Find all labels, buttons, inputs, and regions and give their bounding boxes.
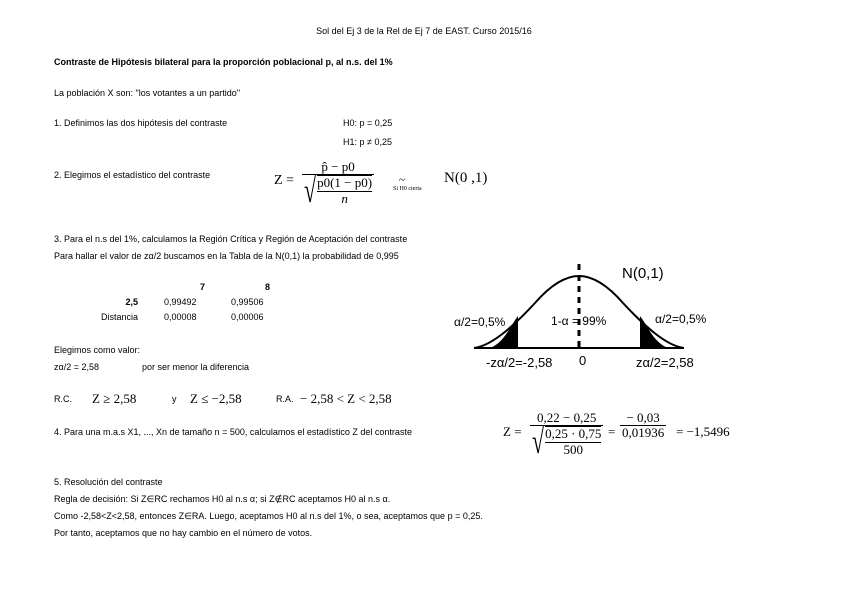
- calc-numerator-2: − 0,03: [626, 410, 660, 425]
- h1-hypothesis: H1: p ≠ 0,25: [343, 137, 392, 147]
- statistic-fraction: [302, 159, 374, 210]
- tilde-symbol: ~: [399, 174, 405, 186]
- equals-sign: =: [608, 424, 616, 439]
- z-calc-fraction-1: [530, 410, 603, 461]
- sqrt-denominator: n: [317, 191, 372, 206]
- rc-label: R.C.: [54, 394, 72, 404]
- choose-text: Elegimos como valor:: [54, 345, 141, 355]
- conclusion-text: Por tanto, aceptamos que no hay cambio en el número de votos.: [54, 528, 313, 538]
- table-col-7: 7: [199, 282, 205, 292]
- table-value-8: 0,99506: [231, 297, 264, 307]
- document-title: Contraste de Hipótesis bilateral para la proporción poblacional p, al n.s. del 1%: [54, 57, 393, 67]
- sqrt-top-2: 0,25 · 0,75: [545, 426, 602, 442]
- step3-label: 3. Para el n.s del 1%, calculamos la Región Crítica y Región de Aceptación del contraste: [54, 234, 408, 244]
- sqrt-icon: √: [304, 169, 317, 210]
- right-tail-label: α/2=0,5%: [655, 312, 707, 326]
- sqrt-content: [317, 175, 372, 206]
- z-critical-value: zα/2 = 2,58: [54, 362, 99, 372]
- step5-label: 5. Resolución del contraste: [54, 477, 163, 487]
- rc-condition-1: Z ≥ 2,58: [92, 391, 137, 406]
- sqrt-icon: √: [532, 420, 545, 461]
- distance-8: 0,00006: [231, 312, 264, 322]
- left-tail-label: α/2=0,5%: [454, 315, 506, 329]
- calc-numerator-1: 0,22 − 0,25: [537, 410, 597, 425]
- distance-7: 0,00008: [164, 312, 197, 322]
- choose-reason: por ser menor la diferencia: [142, 362, 250, 372]
- right-critical-label: zα/2=2,58: [636, 355, 694, 370]
- h0-hypothesis: H0: p = 0,25: [343, 118, 393, 128]
- step2-label: 2. Elegimos el estadístico del contraste: [54, 170, 211, 180]
- since-text: Como -2,58<Z<2,58, entonces Z∈RA. Luego, aceptamos H0 al n.s del 1%, o sea, aceptamos que p = 0,25.: [54, 511, 483, 521]
- z-equals: Z =: [503, 424, 522, 439]
- ra-condition: − 2,58 < Z < 2,58: [300, 391, 392, 406]
- decision-rule: Regla de decisión: Si Z∈RC rechamos H0 al n.s α; si Z∉RC aceptamos H0 al n.s α.: [54, 494, 391, 504]
- table-search-text: Para hallar el valor de zα/2 buscamos en la Tabla de la N(0,1) la probabilidad de 0,995: [54, 251, 399, 261]
- sqrt-bottom-2: 500: [545, 442, 601, 457]
- table-row-label: 2,5: [125, 297, 138, 307]
- statistic-denominator: [302, 169, 374, 210]
- sqrt-numerator: p0(1 − p0): [317, 175, 373, 191]
- page-header: Sol del Ej 3 de la Rel de Ej 7 de EAST. Curso 2015/16: [316, 26, 532, 36]
- distance-label: Distancia: [100, 312, 138, 322]
- zero-label: 0: [579, 353, 587, 368]
- calc-denominator-2: 0,01936: [622, 425, 665, 441]
- z-result: = −1,5496: [676, 424, 730, 439]
- distribution-label: N(0 ,1): [444, 170, 488, 186]
- rc-condition-2: Z ≤ −2,58: [190, 391, 242, 406]
- table-value-7: 0,99492: [164, 297, 197, 307]
- curve-title: N(0,1): [622, 265, 664, 282]
- statistic-z: Z =: [274, 173, 294, 188]
- z-calc-fraction-2: [620, 411, 666, 441]
- sqrt-content-2: [545, 426, 601, 457]
- step1-label: 1. Definimos las dos hipótesis del contraste: [54, 118, 228, 128]
- statistic-numerator: p̂ − p0: [321, 159, 355, 174]
- population-text: La población X son: "los votantes a un partido": [54, 88, 241, 98]
- table-col-8: 8: [264, 282, 270, 292]
- left-critical-label: -zα/2=-2,58: [486, 355, 553, 370]
- calc-denominator-1: [530, 420, 603, 461]
- step4-label: 4. Para una m.a.s X1, ..., Xn de tamaño n = 500, calculamos el estadístico Z del contraste: [54, 427, 412, 437]
- and-text: y: [172, 394, 177, 404]
- condition-text: Si H0 cierta: [393, 186, 422, 192]
- center-area-label: 1-α = 99%: [551, 314, 607, 328]
- ra-label: R.A.: [276, 394, 294, 404]
